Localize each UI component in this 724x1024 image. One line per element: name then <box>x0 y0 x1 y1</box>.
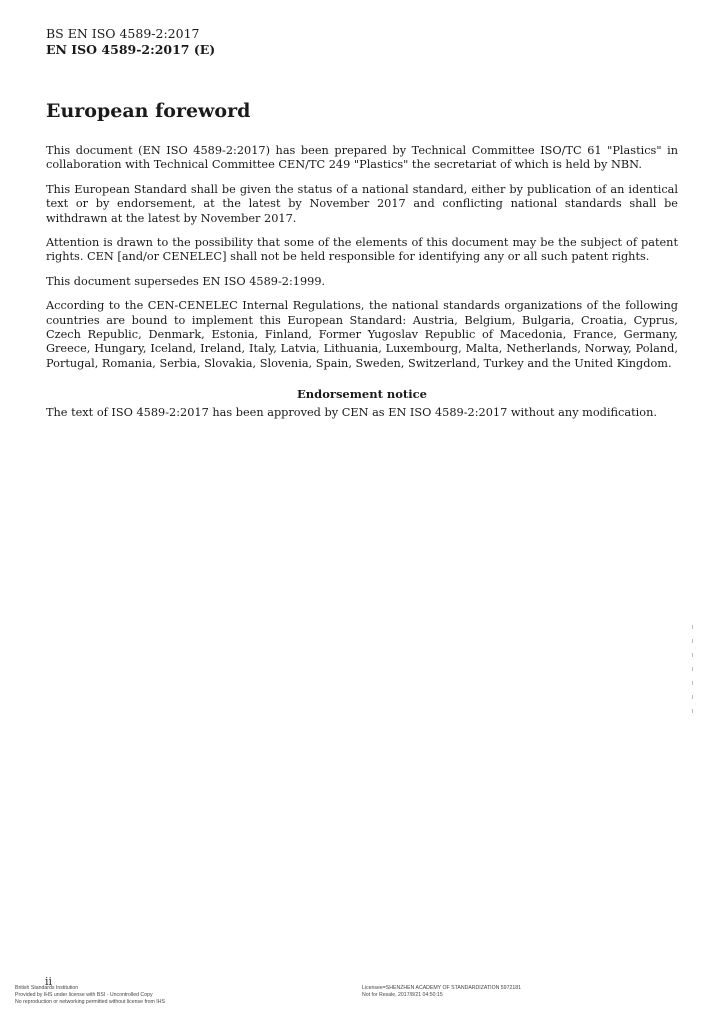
footer-right-line: Licensee=SHENZHEN ACADEMY OF STANDARDIZATION 5972181 <box>362 985 521 991</box>
endorsement-text: The text of ISO 4589-2:2017 has been approved by CEN as EN ISO 4589-2:2017 without any modification. <box>46 405 657 419</box>
footer-copyright-notice <box>15 985 165 1006</box>
footer-right-line: Not for Resale, 2017/8/21 04:50:15 <box>362 992 443 998</box>
page-title: European foreword <box>46 100 251 122</box>
margin-marks <box>692 625 694 715</box>
footer-left-line: No reproduction or networking permitted without license from IHS <box>15 999 165 1005</box>
footer-license-notice <box>362 985 521 999</box>
paragraph-prepared-by: This document (EN ISO 4589-2:2017) has been prepared by Technical Committee ISO/TC 61 "Plastics" in collaboration with Technical Committee CEN/TC 249 "Plastics" the secretariat of which is held by NBN. <box>46 144 678 172</box>
foreword-body <box>46 144 678 430</box>
paragraph-status: This European Standard shall be given the status of a national standard, either by publication of an identical text or by endorsement, at the latest by November 2017 and conflicting national standards shall be withdrawn at the latest by November 2017. <box>46 182 678 225</box>
header-standard-number: BS EN ISO 4589-2:2017 <box>46 26 200 41</box>
footer-left-line: British Standards Institution <box>15 985 79 991</box>
header-standard-edition: EN ISO 4589-2:2017 (E) <box>46 42 216 57</box>
paragraph-countries: According to the CEN-CENELEC Internal Regulations, the national standards organizations of the following countries are bound to implement this European Standard: Austria, Belgium, Bulgaria, Croatia, Cyprus, Czech Republic, Denmark, Estonia, Finland, Former Yugoslav Republic of Macedonia, France, Germany, Greece, Hungary, Iceland, Ireland, Italy, Latvia, Lithuania, Luxembourg, Malta, Netherlands, Norway, Poland, Portugal, Romania, Serbia, Slovakia, Slovenia, Spain, Sweden, Switzerland, Turkey and the United Kingdom. <box>46 299 678 370</box>
endorsement-heading: Endorsement notice <box>297 387 427 402</box>
paragraph-patent-rights: Attention is drawn to the possibility that some of the elements of this document may be the subject of patent rights. CEN [and/or CENELEC] shall not be held responsible for identifying any or all such patent rights. <box>46 236 678 264</box>
footer-left-line: Provided by IHS under license with BSI - Uncontrolled Copy <box>15 992 153 998</box>
page-number: ii <box>45 975 53 988</box>
paragraph-supersedes: This document supersedes EN ISO 4589-2:1999. <box>46 274 326 288</box>
